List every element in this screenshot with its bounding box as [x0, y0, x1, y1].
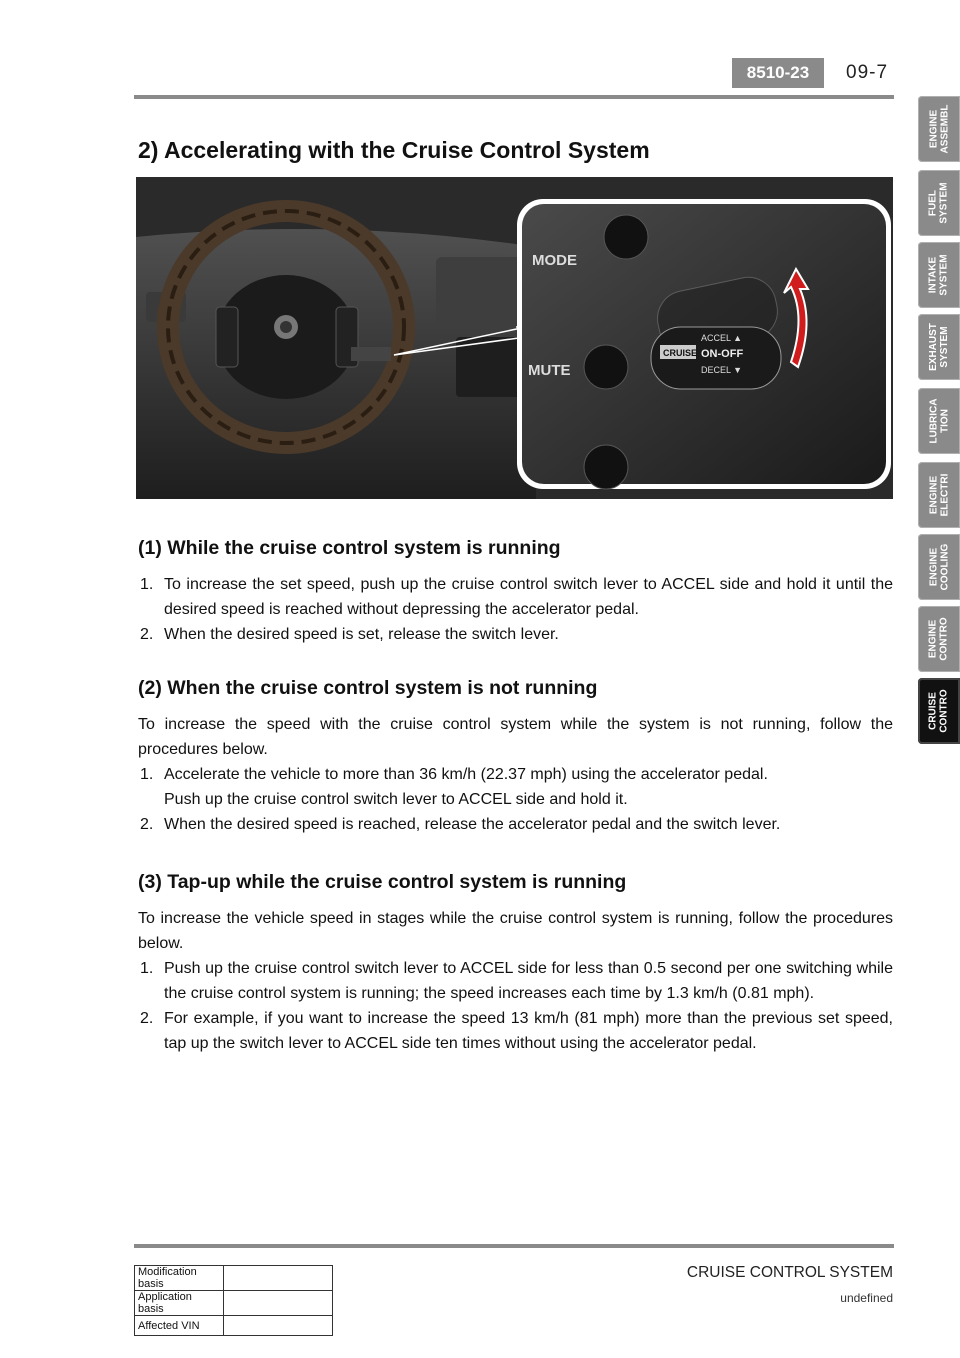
steering-wheel-illustration: [136, 177, 893, 499]
onoff-label: ON-OFF: [701, 348, 744, 360]
table-cell: [224, 1291, 333, 1316]
list-item: 1. Accelerate the vehicle to more than 36 km/h (22.37 mph) using the accelerator pedal. Push up the cruise control switch lever to ACCEL side and hold it.: [140, 766, 768, 808]
footer-subtitle: undefined: [840, 1291, 893, 1305]
tab-intake-system[interactable]: INTAKE SYSTEM: [918, 242, 960, 308]
table-cell: [224, 1316, 333, 1336]
section-heading-2: (2) When the cruise control system is not running: [138, 677, 598, 699]
list-item: 2. When the desired speed is reached, release the accelerator pedal and the switch lever.: [140, 816, 781, 833]
steering-wheel-figure: [136, 177, 893, 499]
bottom-divider: [134, 1244, 894, 1248]
accel-label: ACCEL ▲: [701, 333, 743, 343]
cruise-label: CRUISE: [663, 348, 698, 358]
tab-fuel-system[interactable]: FUEL SYSTEM: [918, 170, 960, 236]
tab-cruise-control[interactable]: CRUISE CONTRO: [918, 678, 960, 744]
list-item: 1. To increase the set speed, push up the cruise control switch lever to ACCEL side and hold it until the desired speed is reached without depressing the accelerator pedal.: [140, 576, 893, 618]
section-1-list: [138, 572, 893, 647]
tab-exhaust-system[interactable]: EXHAUST SYSTEM: [918, 314, 960, 380]
section-heading-1: (1) While the cruise control system is running: [138, 537, 561, 559]
table-row: [135, 1266, 333, 1291]
tab-engine-cooling[interactable]: ENGINE COOLING: [918, 534, 960, 600]
section-2-list: [138, 762, 893, 837]
page-number: 09-7: [846, 62, 889, 83]
table-cell: Application basis: [135, 1291, 224, 1316]
tab-lubrication[interactable]: LUBRICA TION: [918, 388, 960, 454]
footer-system-name: CRUISE CONTROL SYSTEM: [686, 1264, 893, 1281]
section-code-badge: 8510-23: [732, 58, 824, 88]
mode-label: MODE: [532, 252, 577, 269]
section-heading-3: (3) Tap-up while the cruise control system is running: [138, 871, 627, 893]
modification-table: [134, 1265, 333, 1336]
section-3-intro: To increase the vehicle speed in stages while the cruise control system is running, follow the procedures below.: [138, 910, 893, 952]
tab-engine-control[interactable]: ENGINE CONTRO: [918, 606, 960, 672]
list-item: 2. For example, if you want to increase the speed 13 km/h (81 mph) more than the previous set speed, tap up the switch lever to ACCEL side ten times without using the accelerator pedal.: [140, 1010, 893, 1052]
decel-label: DECEL ▼: [701, 365, 743, 375]
top-divider: [134, 95, 894, 99]
page-title: 2) Accelerating with the Cruise Control System: [138, 137, 650, 163]
tab-engine-assembly[interactable]: ENGINE ASSEMBL: [918, 96, 960, 162]
table-row: [135, 1316, 333, 1336]
tab-engine-electrical[interactable]: ENGINE ELECTRI: [918, 462, 960, 528]
section-2-intro: To increase the speed with the cruise control system while the system is not running, follow the procedures below.: [138, 716, 893, 758]
list-item: 2. When the desired speed is set, release the switch lever.: [140, 626, 559, 643]
list-item: 1. Push up the cruise control switch lever to ACCEL side for less than 0.5 second per one switching while the cruise control system is running; the speed increases each time by 1.3 km/h (0.81 mph).: [140, 960, 893, 1002]
mute-label: MUTE: [528, 362, 571, 379]
table-cell: Modification basis: [135, 1266, 224, 1291]
table-row: [135, 1291, 333, 1316]
table-cell: Affected VIN: [135, 1316, 224, 1336]
section-3-list: [138, 956, 893, 1056]
table-cell: [224, 1266, 333, 1291]
